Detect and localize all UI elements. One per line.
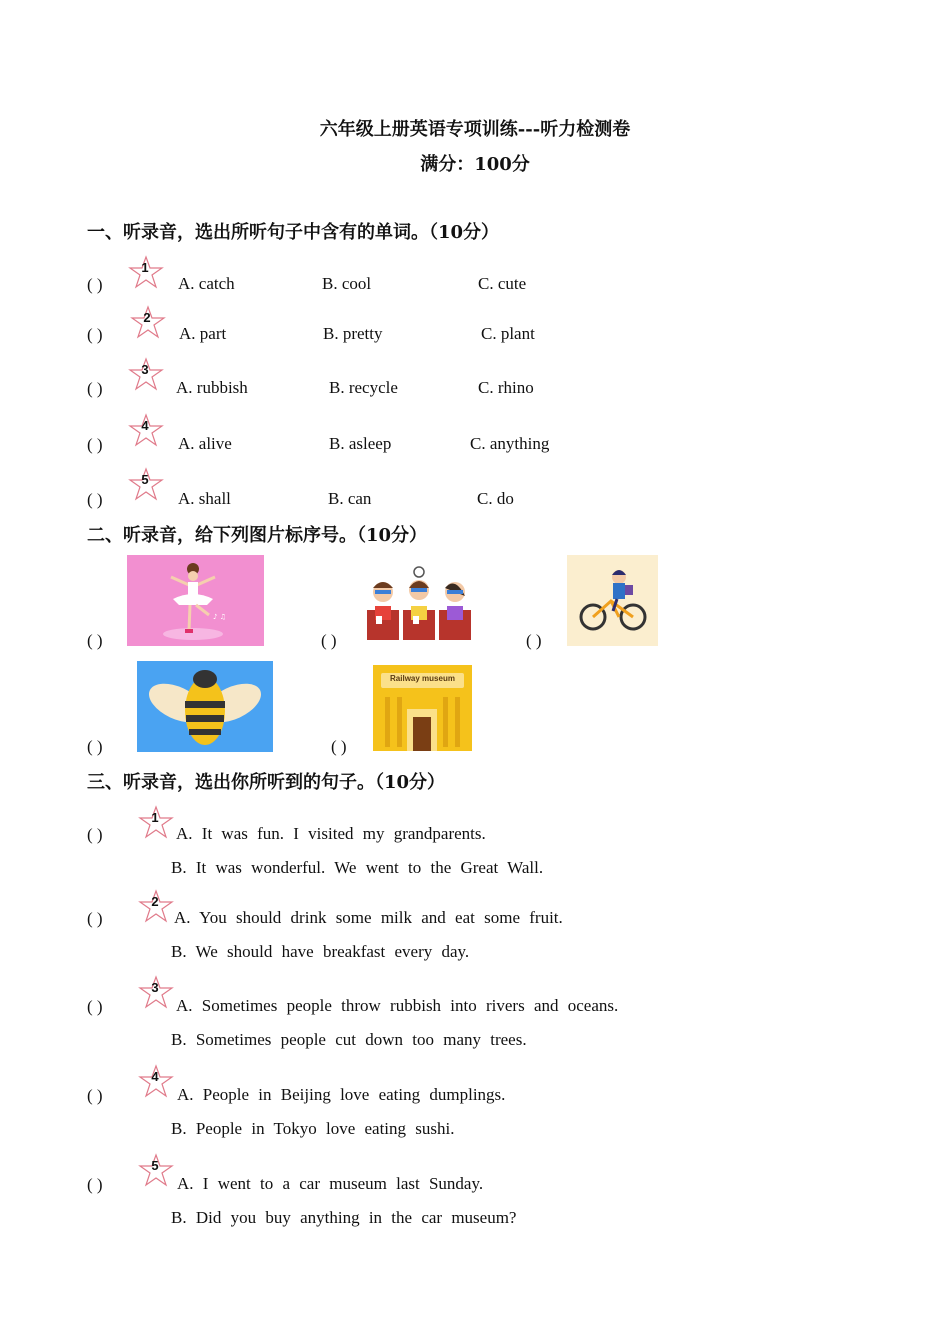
museum-sign-text: Railway museum: [390, 674, 455, 683]
option-b: B. People in Tokyo love eating sushi.: [171, 1119, 455, 1138]
ballet-dancer-image: [127, 555, 264, 646]
star-number-icon: 4: [128, 413, 164, 449]
section2-heading: 二、听录音，给下列图片标序号。（10分）: [87, 525, 428, 546]
option-b: B. It was wonderful. We went to the Great Wall.: [171, 858, 544, 877]
answer-blank[interactable]: ( ): [526, 631, 542, 650]
answer-blank[interactable]: ( ): [87, 631, 103, 650]
star-number-icon: 5: [138, 1153, 174, 1189]
option-a: A. It was fun. I visited my grandparents.: [176, 824, 486, 843]
railway-museum-image: [373, 665, 472, 751]
star-number-icon: 1: [128, 255, 164, 291]
answer-blank[interactable]: ( ): [87, 1175, 103, 1194]
page-title: 六年级上册英语专项训练---听力检测卷: [319, 119, 631, 140]
bee-image: [137, 661, 273, 752]
option-b: B. pretty: [323, 324, 383, 343]
option-c: C. do: [477, 489, 514, 508]
option-a: A. I went to a car museum last Sunday.: [177, 1174, 484, 1193]
answer-blank[interactable]: ( ): [87, 737, 103, 756]
answer-blank[interactable]: ( ): [87, 275, 103, 294]
option-a: A. catch: [178, 274, 235, 293]
section1-heading: 一、听录音，选出所听句子中含有的单词。（10分）: [87, 222, 500, 243]
cyclist-image: [567, 555, 658, 646]
answer-blank[interactable]: ( ): [87, 325, 103, 344]
option-c: C. anything: [470, 434, 550, 453]
option-c: C. rhino: [478, 378, 534, 397]
option-b: B. recycle: [329, 378, 398, 397]
answer-blank[interactable]: ( ): [87, 825, 103, 844]
cinema-audience-image: [363, 566, 475, 642]
option-b: B. asleep: [329, 434, 392, 453]
option-b: B. We should have breakfast every day.: [171, 942, 470, 961]
answer-blank[interactable]: ( ): [87, 490, 103, 509]
option-c: C. plant: [481, 324, 535, 343]
star-number-icon: 3: [138, 975, 174, 1011]
answer-blank[interactable]: ( ): [87, 997, 103, 1016]
option-a: A. part: [179, 324, 227, 343]
answer-blank[interactable]: ( ): [321, 631, 337, 650]
option-a: A. rubbish: [176, 378, 248, 397]
answer-blank[interactable]: ( ): [331, 737, 347, 756]
option-a: A. shall: [178, 489, 231, 508]
svg-text:♪ ♫: ♪ ♫: [213, 613, 226, 621]
star-number-icon: 3: [128, 357, 164, 393]
star-number-icon: 2: [130, 305, 166, 341]
total-score: 满分：100分: [420, 154, 530, 175]
answer-blank[interactable]: ( ): [87, 379, 103, 398]
section3-heading: 三、听录音，选出你所听到的句子。（10分）: [87, 772, 446, 793]
star-number-icon: 1: [138, 805, 174, 841]
answer-blank[interactable]: ( ): [87, 435, 103, 454]
answer-blank[interactable]: ( ): [87, 1086, 103, 1105]
option-a: A. Sometimes people throw rubbish into rivers and oceans.: [176, 996, 619, 1015]
star-number-icon: 2: [138, 889, 174, 925]
option-b: B. cool: [322, 274, 372, 293]
option-c: C. cute: [478, 274, 527, 293]
option-a: A. People in Beijing love eating dumplings.: [177, 1085, 506, 1104]
option-a: A. You should drink some milk and eat some fruit.: [174, 908, 563, 927]
option-a: A. alive: [178, 434, 232, 453]
option-b: B. Did you buy anything in the car museum?: [171, 1208, 517, 1227]
star-number-icon: 5: [128, 467, 164, 503]
option-b: B. can: [328, 489, 372, 508]
option-b: B. Sometimes people cut down too many trees.: [171, 1030, 527, 1049]
answer-blank[interactable]: ( ): [87, 909, 103, 928]
star-number-icon: 4: [138, 1064, 174, 1100]
